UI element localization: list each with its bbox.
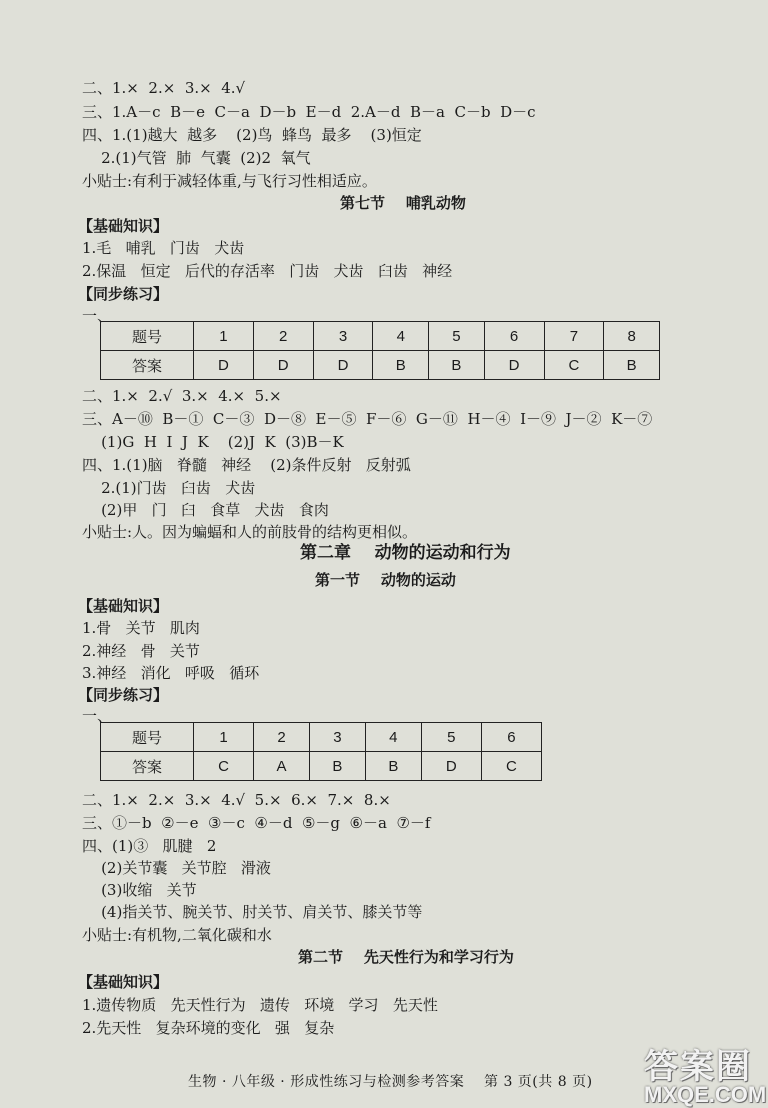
question-number: 6: [481, 723, 541, 752]
answer-cell: C: [481, 752, 541, 781]
answer-cell: A: [254, 752, 310, 781]
tip-line: 小贴士:有机物,二氧化碳和水: [82, 926, 272, 944]
answer-line: 三、①－b ②－e ③－c ④－d ⑤－g ⑥－a ⑦－f: [82, 814, 431, 832]
answer-table: [100, 722, 542, 781]
question-number: 8: [604, 322, 660, 351]
answer-cell: C: [544, 351, 604, 380]
question-number: 5: [429, 322, 485, 351]
answer-line: 三、A－⑩ B－① C－③ D－⑧ E－⑤ F－⑥ G－⑪ H－④ I－⑨ J－② K－⑦: [82, 410, 653, 428]
question-number: 1: [194, 322, 254, 351]
answer-line: 2.神经 骨 关节: [82, 642, 200, 660]
part-label: 一、: [82, 307, 113, 325]
question-number: 7: [544, 322, 604, 351]
practice-header: 【同步练习】: [78, 686, 169, 704]
row-label: 答案: [101, 752, 194, 781]
question-number: 2: [254, 723, 310, 752]
answer-line: 2.(1)气管 肺 气囊 (2)2 氧气: [82, 149, 311, 167]
question-number: 4: [373, 322, 429, 351]
answer-line: 1.遗传物质 先天性行为 遗传 环境 学习 先天性: [82, 996, 438, 1014]
basic-knowledge-header: 【基础知识】: [78, 597, 169, 615]
answer-line: 3.神经 消化 呼吸 循环: [82, 664, 260, 682]
tip-line: 小贴士:人。因为蝙蝠和人的前肢骨的结构更相似。: [82, 523, 418, 541]
answer-line: 二、1.× 2.√ 3.× 4.× 5.×: [82, 387, 282, 405]
answer-cell: C: [194, 752, 254, 781]
answer-cell: D: [421, 752, 481, 781]
section-title: 第二节 先天性行为和学习行为: [298, 948, 514, 966]
answer-cell: D: [253, 351, 313, 380]
row-label: 题号: [101, 322, 194, 351]
answer-cell: B: [604, 351, 660, 380]
answer-cell: D: [194, 351, 254, 380]
question-number: 3: [309, 723, 365, 752]
site-watermark-logo: [644, 1039, 767, 1107]
question-number: 3: [313, 322, 373, 351]
question-number: 5: [421, 723, 481, 752]
chapter-title: 第二章 动物的运动和行为: [300, 543, 511, 563]
answer-line: 二、1.× 2.× 3.× 4.√ 5.× 6.× 7.× 8.×: [82, 791, 391, 809]
answer-line: 2.先天性 复杂环境的变化 强 复杂: [82, 1019, 335, 1037]
practice-header: 【同步练习】: [78, 285, 169, 303]
answer-cell: B: [365, 752, 421, 781]
answer-line: 2.(1)门齿 臼齿 犬齿: [82, 479, 256, 497]
basic-knowledge-header: 【基础知识】: [78, 217, 169, 235]
table-row-numbers: [101, 723, 542, 752]
answer-table: [100, 321, 660, 380]
answer-line: (2)甲 门 臼 食草 犬齿 食肉: [82, 501, 329, 519]
row-label: 答案: [101, 351, 194, 380]
answer-line: 三、1.A－c B－e C－a D－b E－d 2.A－d B－a C－b D－c: [82, 103, 536, 121]
question-number: 1: [194, 723, 254, 752]
page-footer: 生物 · 八年级 · 形成性练习与检测参考答案 第 3 页(共 8 页): [188, 1074, 593, 1090]
part-label: 一、: [82, 707, 113, 725]
answer-cell: D: [484, 351, 544, 380]
section-title: 第一节 动物的运动: [315, 571, 456, 589]
answer-cell: B: [309, 752, 365, 781]
answer-line: 2.保温 恒定 后代的存活率 门齿 犬齿 臼齿 神经: [82, 262, 453, 280]
watermark-url: MXQE.COM: [644, 1082, 767, 1107]
answer-line: 四、(1)③ 肌腱 2: [82, 837, 217, 855]
answer-line: 1.骨 关节 肌肉: [82, 619, 200, 637]
question-number: 6: [484, 322, 544, 351]
answer-line: (1)G H I J K (2)J K (3)B－K: [82, 433, 344, 451]
answer-cell: D: [313, 351, 373, 380]
watermark-text: 答案圈: [644, 1048, 752, 1086]
answer-line: 四、1.(1)脑 脊髓 神经 (2)条件反射 反射弧: [82, 456, 411, 474]
table-row-answers: [101, 351, 660, 380]
answer-line: (3)收缩 关节: [82, 881, 197, 899]
table-row-numbers: [101, 322, 660, 351]
row-label: 题号: [101, 723, 194, 752]
question-number: 2: [253, 322, 313, 351]
answer-cell: B: [373, 351, 429, 380]
answer-line: (4)指关节、腕关节、肘关节、肩关节、膝关节等: [82, 903, 423, 921]
basic-knowledge-header: 【基础知识】: [78, 973, 169, 991]
answer-line: 二、1.× 2.× 3.× 4.√: [82, 79, 246, 97]
answer-cell: B: [429, 351, 485, 380]
answer-line: (2)关节囊 关节腔 滑液: [82, 859, 271, 877]
section-title: 第七节 哺乳动物: [340, 194, 466, 212]
answer-line: 四、1.(1)越大 越多 (2)鸟 蜂鸟 最多 (3)恒定: [82, 126, 422, 144]
question-number: 4: [365, 723, 421, 752]
table-row-answers: [101, 752, 542, 781]
answer-line: 1.毛 哺乳 门齿 犬齿: [82, 239, 245, 257]
tip-line: 小贴士:有利于减轻体重,与飞行习性相适应。: [82, 172, 377, 190]
